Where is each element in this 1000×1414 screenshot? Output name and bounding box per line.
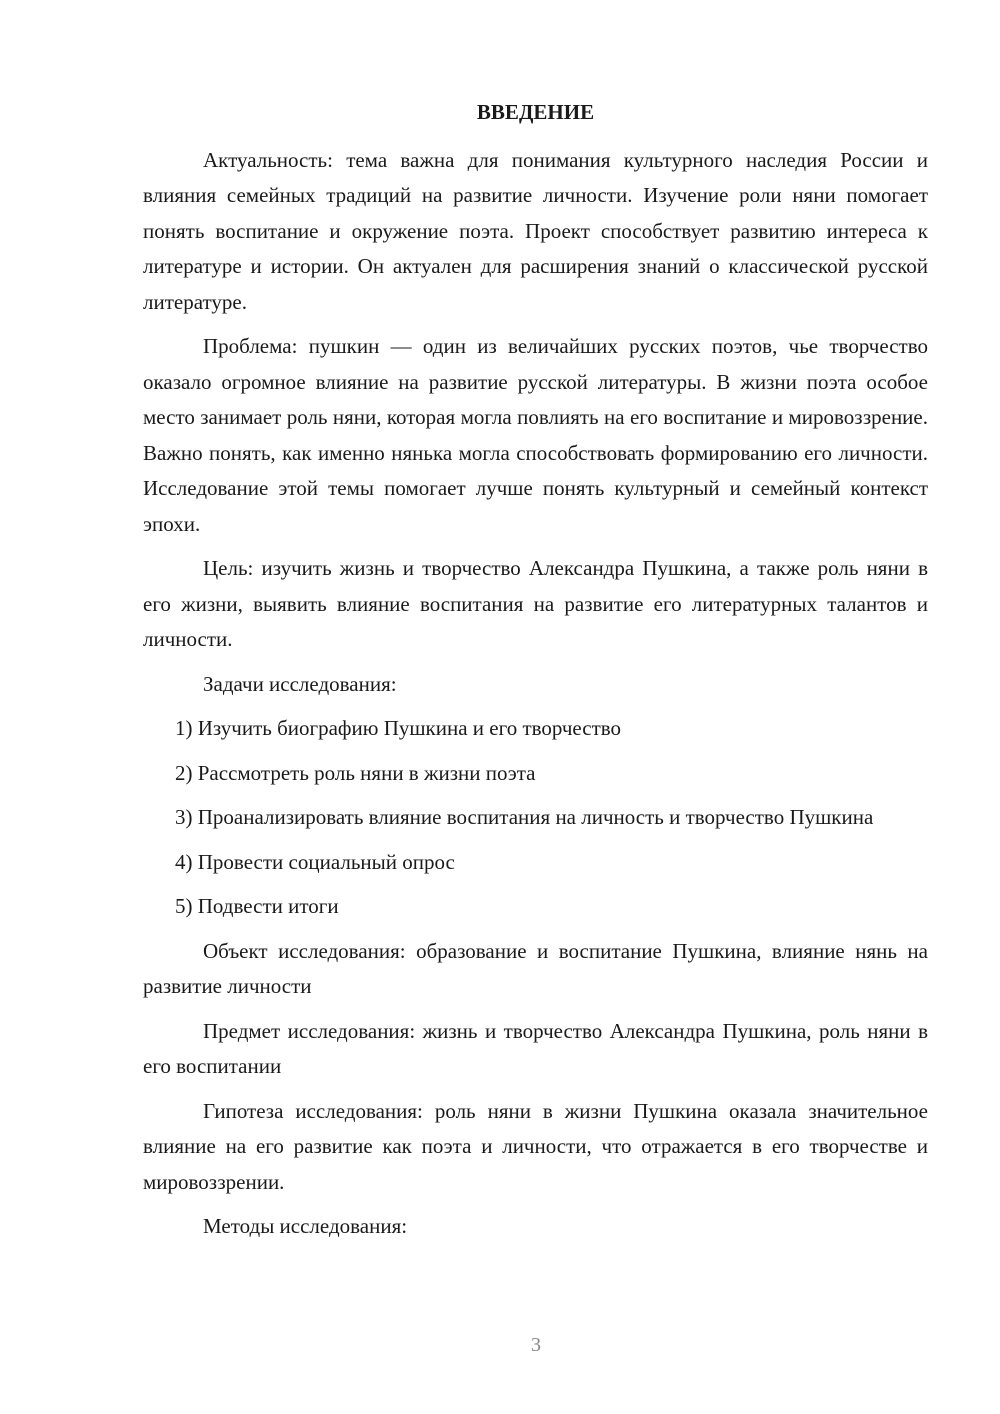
problem-paragraph: Проблема: пушкин — один из величайших русских поэтов, чье творчество оказало огромное влияние на развитие русской литературы. В жизни поэта особое место занимает роль няни, которая могла повлиять на его воспитание и мировоззрение. Важно понять, как именно нянька могла способствовать формированию его личности. Исследование этой темы помогает лучше понять культурный и семейный контекст эпохи. (143, 334, 928, 536)
subject-paragraph: Предмет исследования: жизнь и творчество Александра Пушкина, роль няни в его воспитании (143, 1018, 928, 1078)
relevance-paragraph: Актуальность: тема важна для понимания культурного наследия России и влияния семейных традиций на развитие личности. Изучение роли няни помогает понять воспитание и окружение поэта. Проект способствует развитию интереса к литературе и истории. Он актуален для расширения знаний о классической русской литературе. (143, 147, 928, 314)
object-paragraph: Объект исследования: образование и воспитание Пушкина, влияние нянь на развитие личности (143, 938, 928, 998)
page-content (143, 95, 928, 1254)
task-item-4: 4) Провести социальный опрос (175, 849, 455, 874)
methods-heading: Методы исследования: (203, 1214, 408, 1238)
page-number: 3 (531, 1334, 541, 1356)
goal-paragraph: Цель: изучить жизнь и творчество Александра Пушкина, а также роль няни в его жизни, выявить влияние воспитания на развитие его литературных талантов и личности. (143, 556, 928, 651)
task-item-5: 5) Подвести итоги (175, 894, 339, 918)
task-item-2: 2) Рассмотреть роль няни в жизни поэта (175, 760, 536, 785)
hypothesis-paragraph: Гипотеза исследования: роль няни в жизни Пушкина оказала значительное влияние на его развитие как поэта и личности, что отражается в его творчестве и мировоззрении. (143, 1098, 928, 1194)
task-item-1: 1) Изучить биографию Пушкина и его творчество (175, 716, 622, 740)
section-title: ВВЕДЕНИЕ (476, 100, 595, 124)
tasks-heading: Задачи исследования: (203, 671, 397, 696)
task-item-3: 3) Проанализировать влияние воспитания на личность и творчество Пушкина (175, 805, 874, 829)
